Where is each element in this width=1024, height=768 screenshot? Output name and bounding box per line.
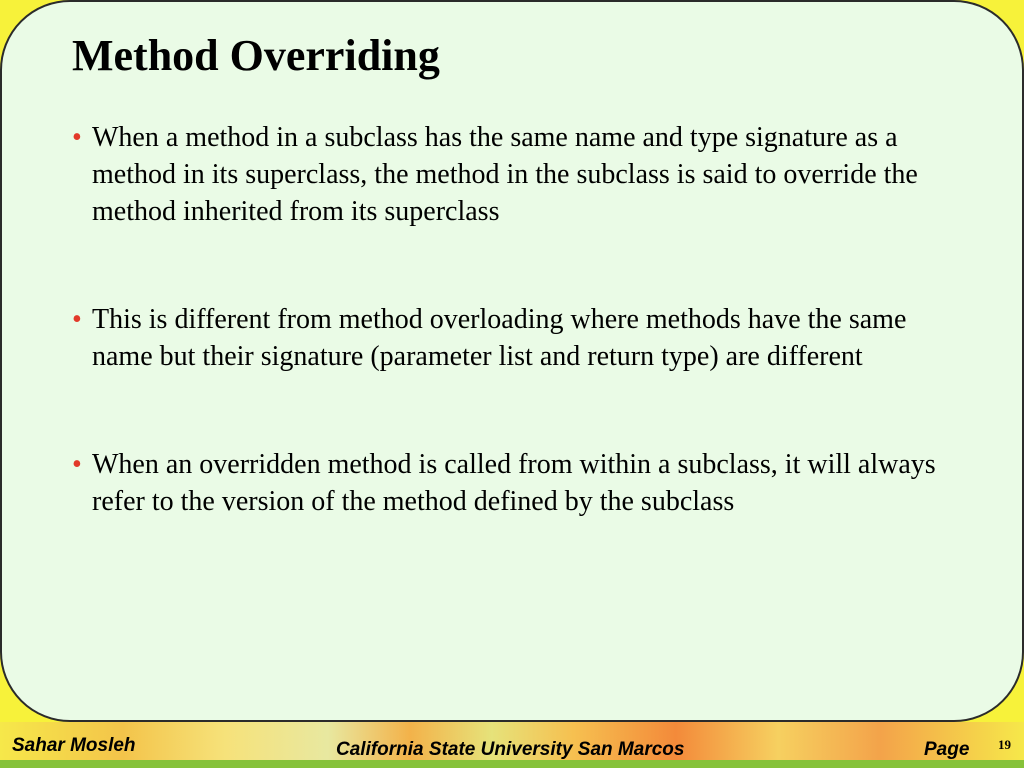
bullet-text: This is different from method overloading where methods have the same name but their signature (parameter list and return type) are different — [92, 304, 907, 372]
footer-university: California State University San Marcos — [336, 739, 685, 760]
footer-band — [0, 760, 1024, 768]
bullet-marker: • — [72, 122, 82, 153]
bullet-text: When a method in a subclass has the same name and type signature as a method in its superclass, the method in the subclass is said to override the method inherited from its superclass — [92, 122, 918, 227]
bullet-marker: • — [72, 449, 82, 480]
slide-title: Method Overriding — [72, 31, 440, 80]
bullet-item — [72, 446, 972, 520]
footer-author: Sahar Mosleh — [12, 735, 136, 756]
bullet-list — [72, 119, 972, 520]
bullet-item — [72, 119, 972, 230]
bullet-text: When an overridden method is called from within a subclass, it will always refer to the version of the method defined by the subclass — [92, 449, 936, 517]
footer-page-number: 19 — [998, 737, 1011, 752]
bullet-item — [72, 301, 972, 375]
footer-page-label: Page — [924, 739, 970, 760]
bullet-marker: • — [72, 304, 82, 335]
slide-footer — [0, 722, 1024, 768]
